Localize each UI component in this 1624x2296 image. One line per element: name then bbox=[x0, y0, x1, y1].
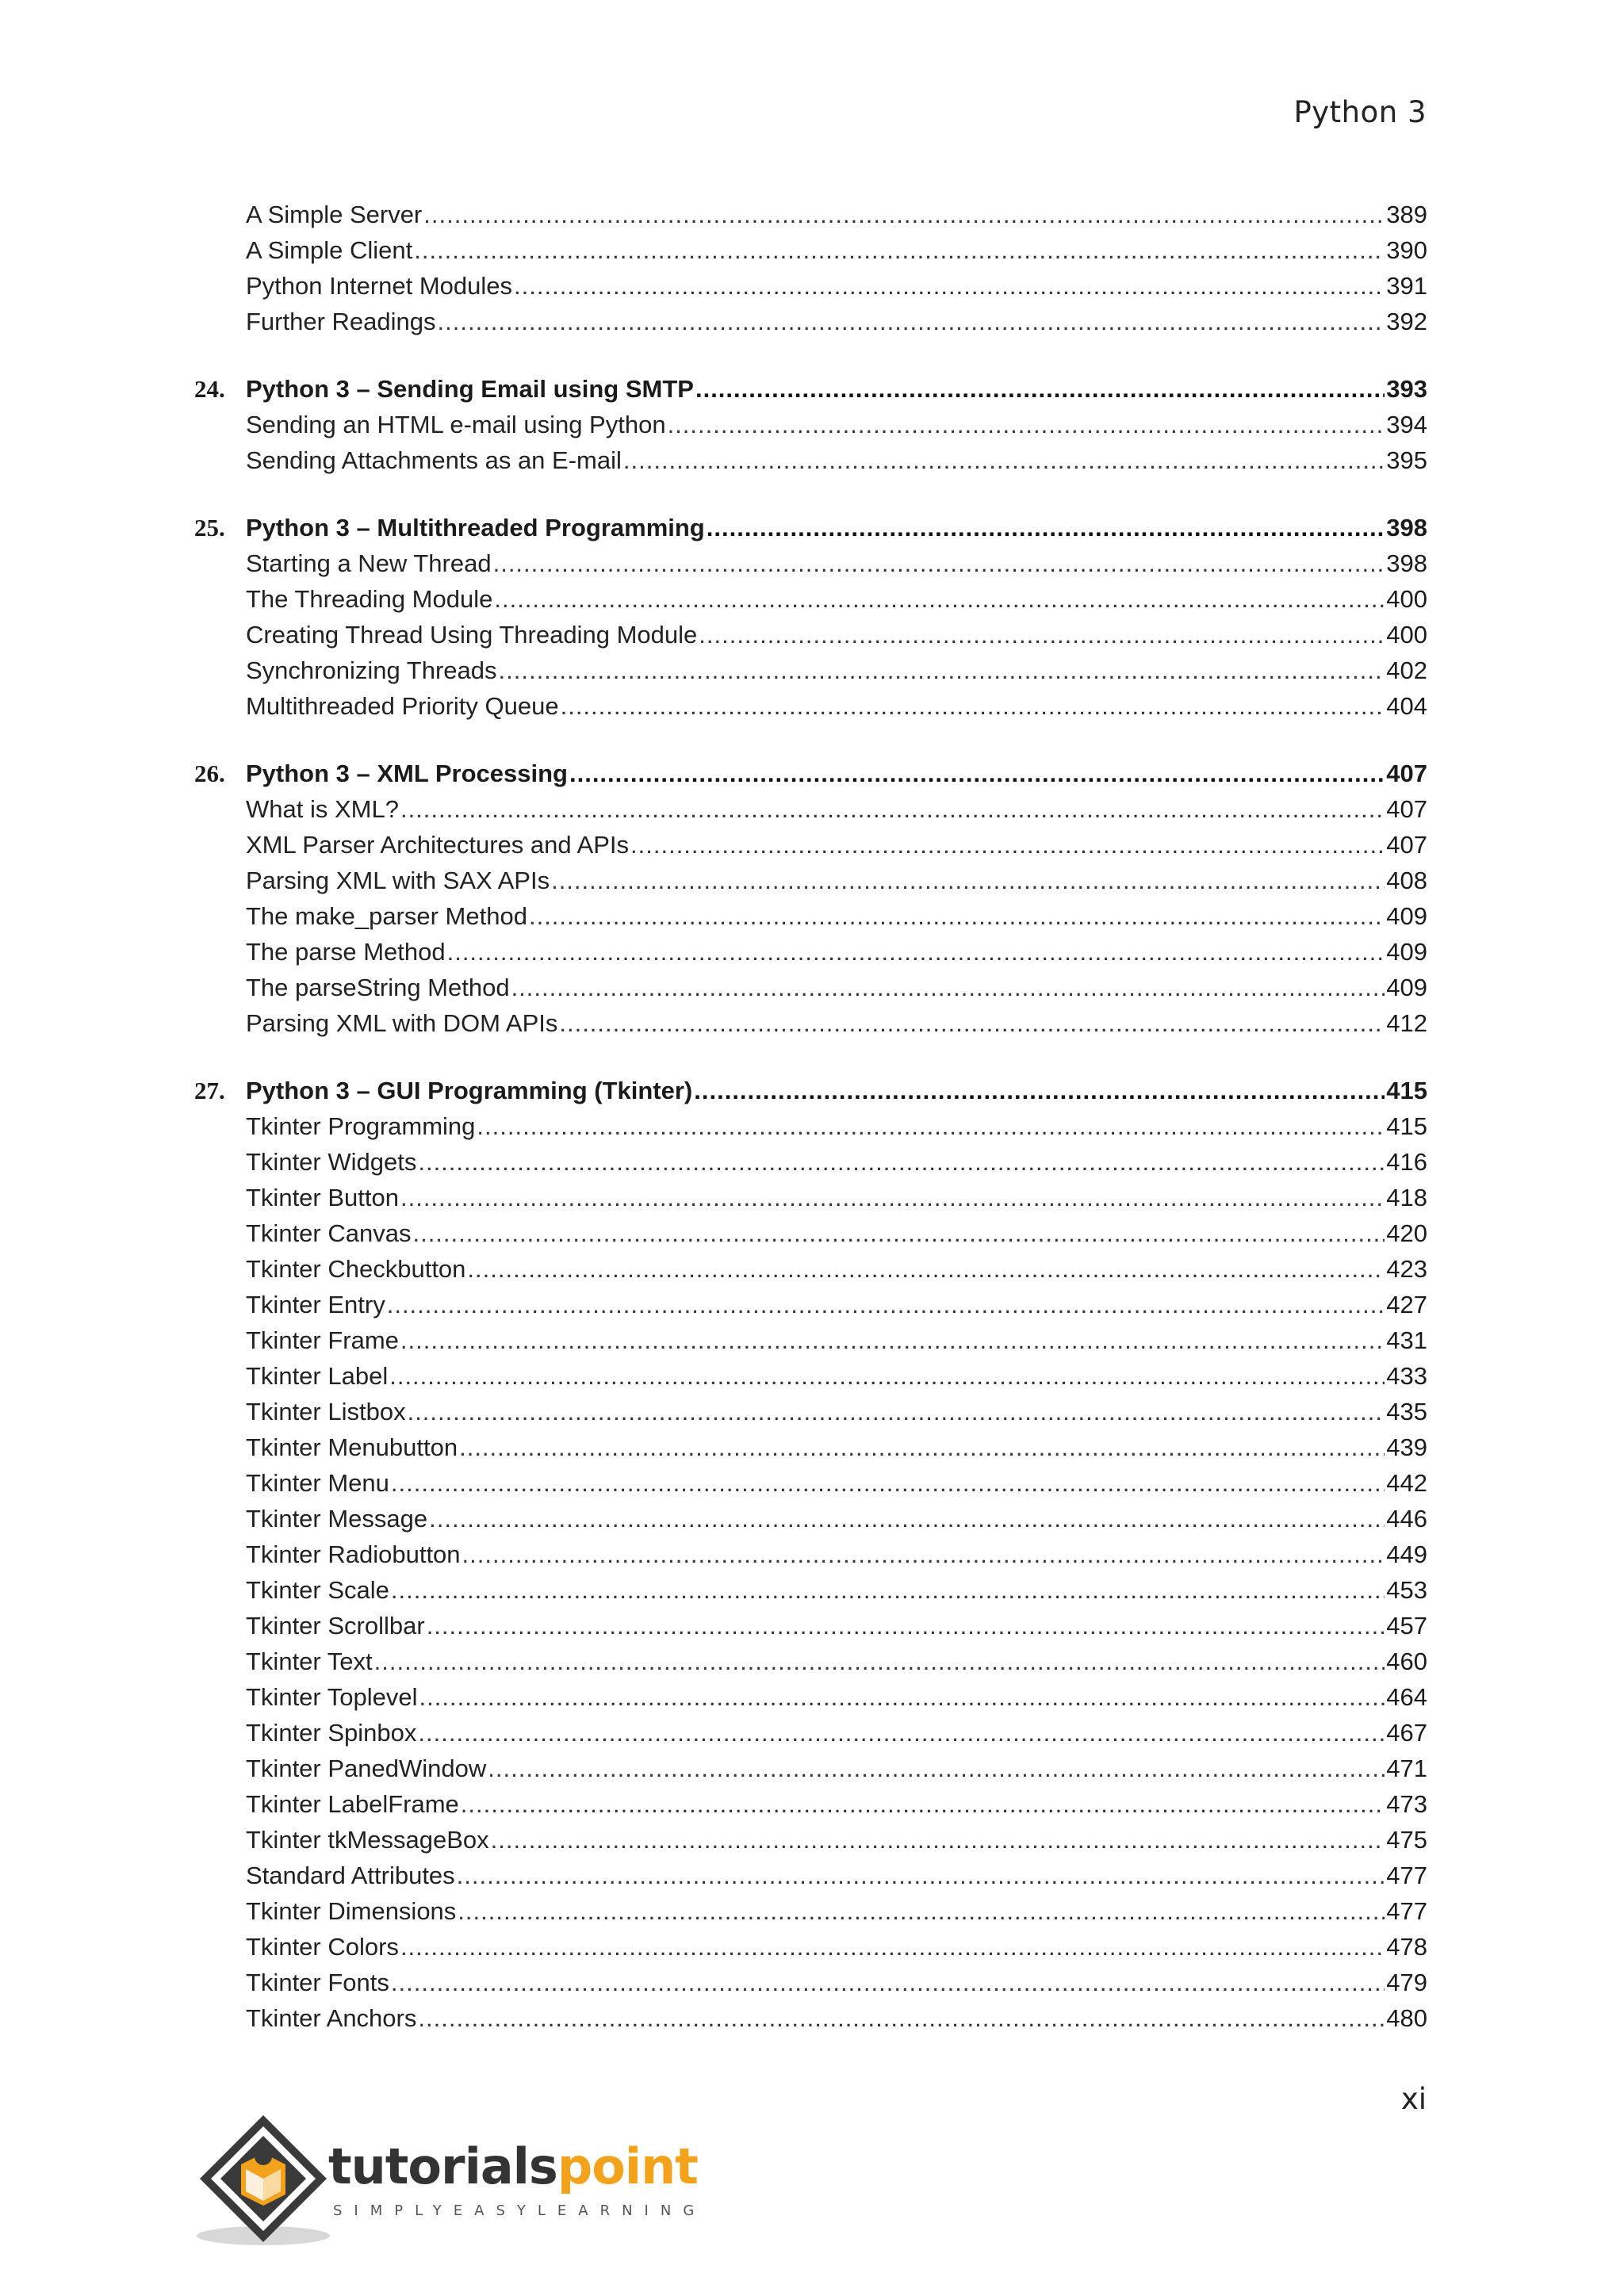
toc-entry[interactable] bbox=[194, 1287, 1427, 1322]
toc-line bbox=[246, 304, 1427, 339]
entry-page-number: 449 bbox=[1386, 1540, 1427, 1568]
entry-page-number: 409 bbox=[1386, 938, 1427, 966]
toc-line bbox=[246, 1073, 1427, 1108]
dot-leader bbox=[374, 1644, 1385, 1679]
entry-page-number: 442 bbox=[1386, 1469, 1427, 1497]
toc-line bbox=[246, 1929, 1427, 1965]
entry-title: Further Readings bbox=[246, 308, 436, 335]
entry-title: Creating Thread Using Threading Module bbox=[246, 621, 698, 649]
toc-chapter bbox=[194, 197, 1427, 339]
toc-chapter bbox=[194, 510, 1427, 724]
logo-wordmark-main: tutorials bbox=[328, 2137, 557, 2195]
toc-chapter bbox=[194, 371, 1427, 478]
toc-entry[interactable] bbox=[194, 545, 1427, 581]
toc-line bbox=[246, 688, 1427, 724]
dot-leader bbox=[419, 1679, 1385, 1715]
entry-title: Tkinter Dimensions bbox=[246, 1897, 457, 1925]
dot-leader bbox=[458, 1893, 1385, 1929]
dot-leader bbox=[569, 756, 1385, 791]
toc-chapter-heading[interactable] bbox=[194, 510, 1427, 545]
chapter-number: 26. bbox=[194, 760, 225, 787]
toc-line bbox=[246, 1572, 1427, 1608]
dot-leader bbox=[491, 1822, 1385, 1858]
entry-title: Tkinter PanedWindow bbox=[246, 1755, 487, 1782]
entry-page-number: 480 bbox=[1386, 2004, 1427, 2032]
toc-entry[interactable] bbox=[194, 1501, 1427, 1536]
toc-line bbox=[246, 197, 1427, 232]
dot-leader bbox=[427, 1608, 1385, 1644]
entry-title: Parsing XML with SAX APIs bbox=[246, 867, 550, 894]
dot-leader bbox=[447, 934, 1385, 970]
entry-title: Tkinter Label bbox=[246, 1362, 389, 1390]
entry-page-number: 400 bbox=[1386, 585, 1427, 613]
entry-page-number: 412 bbox=[1386, 1009, 1427, 1037]
toc-line bbox=[246, 545, 1427, 581]
dot-leader bbox=[459, 1429, 1385, 1465]
dot-leader bbox=[418, 2000, 1385, 2036]
chapter-page-number: 393 bbox=[1386, 375, 1427, 403]
entry-title: Standard Attributes bbox=[246, 1862, 455, 1889]
toc-line bbox=[246, 232, 1427, 268]
entry-page-number: 431 bbox=[1386, 1326, 1427, 1354]
entry-page-number: 423 bbox=[1386, 1255, 1427, 1283]
toc-line bbox=[246, 617, 1427, 652]
entry-title: Tkinter Widgets bbox=[246, 1148, 417, 1176]
entry-page-number: 439 bbox=[1386, 1433, 1427, 1461]
toc-entry[interactable] bbox=[194, 1965, 1427, 2000]
dot-leader bbox=[668, 407, 1385, 442]
dot-leader bbox=[488, 1751, 1385, 1786]
entry-page-number: 391 bbox=[1386, 272, 1427, 300]
entry-title: Tkinter Anchors bbox=[246, 2004, 417, 2032]
chapter-title: Python 3 – GUI Programming (Tkinter) bbox=[246, 1077, 693, 1104]
toc-line bbox=[246, 1429, 1427, 1465]
dot-leader bbox=[699, 617, 1385, 652]
entry-title: Synchronizing Threads bbox=[246, 656, 497, 684]
toc-line bbox=[246, 1180, 1427, 1215]
dot-leader bbox=[400, 1322, 1385, 1358]
toc-line bbox=[246, 442, 1427, 478]
entry-title: Multithreaded Priority Queue bbox=[246, 692, 559, 720]
dot-leader bbox=[400, 1180, 1385, 1215]
dot-leader bbox=[493, 545, 1385, 581]
toc-line bbox=[246, 1108, 1427, 1144]
toc-entry[interactable] bbox=[194, 1108, 1427, 1144]
dot-leader bbox=[623, 442, 1385, 478]
toc-entry[interactable] bbox=[194, 1215, 1427, 1251]
entry-page-number: 453 bbox=[1386, 1576, 1427, 1604]
entry-title: Tkinter Message bbox=[246, 1505, 428, 1533]
entry-page-number: 467 bbox=[1386, 1719, 1427, 1747]
entry-page-number: 464 bbox=[1386, 1683, 1427, 1711]
entry-title: XML Parser Architectures and APIs bbox=[246, 831, 630, 859]
toc-entry[interactable] bbox=[194, 2000, 1427, 2036]
dot-leader bbox=[695, 371, 1385, 407]
toc-line bbox=[246, 268, 1427, 304]
entry-page-number: 392 bbox=[1386, 308, 1427, 335]
dot-leader bbox=[467, 1251, 1385, 1287]
toc-entry[interactable] bbox=[194, 268, 1427, 304]
chapter-title: Python 3 – Sending Email using SMTP bbox=[246, 375, 694, 403]
entry-page-number: 404 bbox=[1386, 692, 1427, 720]
toc-entry[interactable] bbox=[194, 581, 1427, 617]
toc-chapter-heading[interactable] bbox=[194, 1073, 1427, 1108]
entry-page-number: 478 bbox=[1386, 1933, 1427, 1961]
toc-entry[interactable] bbox=[194, 827, 1427, 863]
chapter-number: 24. bbox=[194, 375, 225, 403]
entry-page-number: 457 bbox=[1386, 1612, 1427, 1640]
toc-entry[interactable] bbox=[194, 304, 1427, 339]
toc-entry[interactable] bbox=[194, 1536, 1427, 1572]
toc-entry[interactable] bbox=[194, 1251, 1427, 1287]
toc-line bbox=[246, 510, 1427, 545]
toc-entry[interactable] bbox=[194, 1644, 1427, 1679]
entry-page-number: 479 bbox=[1386, 1969, 1427, 1996]
toc-entry[interactable] bbox=[194, 197, 1427, 232]
toc-line bbox=[246, 1536, 1427, 1572]
dot-leader bbox=[529, 898, 1385, 934]
toc-line bbox=[246, 898, 1427, 934]
toc-line bbox=[246, 1358, 1427, 1394]
dot-leader bbox=[494, 581, 1385, 617]
entry-title: Tkinter tkMessageBox bbox=[246, 1826, 489, 1854]
chapter-title: Python 3 – Multithreaded Programming bbox=[246, 514, 705, 541]
toc-entry[interactable] bbox=[194, 1394, 1427, 1429]
chapter-title: Python 3 – XML Processing bbox=[246, 760, 568, 787]
toc-line bbox=[246, 1251, 1427, 1287]
entry-page-number: 390 bbox=[1386, 236, 1427, 264]
toc-line bbox=[246, 970, 1427, 1005]
toc-line bbox=[246, 827, 1427, 863]
toc-chapter-heading[interactable] bbox=[194, 756, 1427, 791]
toc-entry[interactable] bbox=[194, 617, 1427, 652]
toc-entry[interactable] bbox=[194, 1786, 1427, 1822]
entry-page-number: 389 bbox=[1386, 201, 1427, 228]
toc-entry[interactable] bbox=[194, 1822, 1427, 1858]
running-header: Python 3 bbox=[1293, 95, 1427, 129]
toc-line bbox=[246, 1679, 1427, 1715]
toc-entry[interactable] bbox=[194, 232, 1427, 268]
entry-title: Tkinter Spinbox bbox=[246, 1719, 417, 1747]
entry-page-number: 418 bbox=[1386, 1184, 1427, 1211]
entry-page-number: 471 bbox=[1386, 1755, 1427, 1782]
entry-title: Tkinter Listbox bbox=[246, 1398, 406, 1425]
entry-title: What is XML? bbox=[246, 795, 399, 823]
toc-entry[interactable] bbox=[194, 407, 1427, 442]
toc-line bbox=[246, 1215, 1427, 1251]
toc-entry[interactable] bbox=[194, 1429, 1427, 1465]
toc-line bbox=[246, 1501, 1427, 1536]
toc-line bbox=[246, 371, 1427, 407]
dot-leader bbox=[514, 268, 1385, 304]
toc-entry[interactable] bbox=[194, 1679, 1427, 1715]
dot-leader bbox=[389, 1358, 1385, 1394]
dot-leader bbox=[461, 1786, 1385, 1822]
toc-chapter bbox=[194, 756, 1427, 1041]
entry-title: Tkinter Checkbutton bbox=[246, 1255, 466, 1283]
toc-entry[interactable] bbox=[194, 1465, 1427, 1501]
entry-page-number: 477 bbox=[1386, 1862, 1427, 1889]
toc-entry[interactable] bbox=[194, 1929, 1427, 1965]
toc-line bbox=[246, 1965, 1427, 2000]
toc-line bbox=[246, 652, 1427, 688]
toc-line bbox=[246, 1822, 1427, 1858]
toc-entry[interactable] bbox=[194, 1144, 1427, 1180]
toc-entry[interactable] bbox=[194, 1608, 1427, 1644]
toc-entry[interactable] bbox=[194, 688, 1427, 724]
entry-page-number: 415 bbox=[1386, 1112, 1427, 1140]
toc-line bbox=[246, 1858, 1427, 1893]
toc-line bbox=[246, 1005, 1427, 1041]
dot-leader bbox=[457, 1858, 1385, 1893]
entry-title: Tkinter Menubutton bbox=[246, 1433, 458, 1461]
entry-title: The Threading Module bbox=[246, 585, 493, 613]
toc-entry[interactable] bbox=[194, 1893, 1427, 1929]
entry-page-number: 477 bbox=[1386, 1897, 1427, 1925]
dot-leader bbox=[418, 1715, 1385, 1751]
entry-page-number: 408 bbox=[1386, 867, 1427, 894]
entry-page-number: 420 bbox=[1386, 1219, 1427, 1247]
dot-leader bbox=[462, 1536, 1385, 1572]
dot-leader bbox=[400, 791, 1385, 827]
logo-wordmark bbox=[328, 2137, 698, 2195]
entry-title: The parseString Method bbox=[246, 974, 510, 1001]
entry-title: Starting a New Thread bbox=[246, 549, 492, 577]
entry-page-number: 446 bbox=[1386, 1505, 1427, 1533]
dot-leader bbox=[429, 1501, 1385, 1536]
toc-entry[interactable] bbox=[194, 1715, 1427, 1751]
toc-line bbox=[246, 2000, 1427, 2036]
dot-leader bbox=[418, 1144, 1385, 1180]
toc-chapter bbox=[194, 1073, 1427, 2036]
entry-title: Tkinter Fonts bbox=[246, 1969, 389, 1996]
chapter-page-number: 398 bbox=[1386, 514, 1427, 541]
entry-page-number: 435 bbox=[1386, 1398, 1427, 1425]
entry-title: The make_parser Method bbox=[246, 902, 527, 930]
chapter-number: 25. bbox=[194, 514, 225, 541]
entry-page-number: 400 bbox=[1386, 621, 1427, 649]
toc-line bbox=[246, 791, 1427, 827]
dot-leader bbox=[400, 1929, 1385, 1965]
toc-line bbox=[246, 1465, 1427, 1501]
dot-leader bbox=[559, 1005, 1385, 1041]
entry-title: Sending Attachments as an E-mail bbox=[246, 446, 622, 474]
toc-chapter-heading[interactable] bbox=[194, 371, 1427, 407]
toc-entry[interactable] bbox=[194, 1751, 1427, 1786]
entry-title: Tkinter Programming bbox=[246, 1112, 476, 1140]
toc-entry[interactable] bbox=[194, 1322, 1427, 1358]
entry-page-number: 398 bbox=[1386, 549, 1427, 577]
toc-line bbox=[246, 756, 1427, 791]
entry-title: Tkinter Menu bbox=[246, 1469, 389, 1497]
dot-leader bbox=[551, 863, 1385, 898]
toc-line bbox=[246, 1287, 1427, 1322]
dot-leader bbox=[477, 1108, 1385, 1144]
entry-page-number: 409 bbox=[1386, 974, 1427, 1001]
tutorialspoint-diamond-logo-icon bbox=[193, 2109, 336, 2252]
dot-leader bbox=[561, 688, 1385, 724]
entry-title: Tkinter Toplevel bbox=[246, 1683, 418, 1711]
dot-leader bbox=[694, 1073, 1385, 1108]
toc-entry[interactable] bbox=[194, 1572, 1427, 1608]
toc-entry[interactable] bbox=[194, 863, 1427, 898]
entry-page-number: 409 bbox=[1386, 902, 1427, 930]
toc-line bbox=[246, 1893, 1427, 1929]
entry-page-number: 407 bbox=[1386, 795, 1427, 823]
dot-leader bbox=[391, 1965, 1385, 2000]
toc-line bbox=[246, 1394, 1427, 1429]
dot-leader bbox=[438, 304, 1385, 339]
dot-leader bbox=[414, 232, 1385, 268]
toc-entry[interactable] bbox=[194, 934, 1427, 970]
entry-page-number: 427 bbox=[1386, 1291, 1427, 1318]
entry-page-number: 433 bbox=[1386, 1362, 1427, 1390]
table-of-contents bbox=[194, 197, 1427, 2068]
entry-page-number: 407 bbox=[1386, 831, 1427, 859]
logo-tagline: SIMPLYEASYLEARNING bbox=[333, 2202, 707, 2219]
toc-entry[interactable] bbox=[194, 652, 1427, 688]
entry-title: Tkinter Colors bbox=[246, 1933, 399, 1961]
dot-leader bbox=[387, 1287, 1385, 1322]
chapter-number: 27. bbox=[194, 1077, 225, 1104]
entry-title: Tkinter Text bbox=[246, 1647, 373, 1675]
toc-line bbox=[246, 1715, 1427, 1751]
entry-title: Tkinter Frame bbox=[246, 1326, 399, 1354]
toc-line bbox=[246, 1144, 1427, 1180]
toc-line bbox=[246, 1644, 1427, 1679]
toc-line bbox=[246, 581, 1427, 617]
dot-leader bbox=[423, 197, 1385, 232]
toc-line bbox=[246, 934, 1427, 970]
entry-title: A Simple Server bbox=[246, 201, 423, 228]
dot-leader bbox=[707, 510, 1385, 545]
entry-title: A Simple Client bbox=[246, 236, 413, 264]
dot-leader bbox=[408, 1394, 1385, 1429]
entry-title: Tkinter Button bbox=[246, 1184, 399, 1211]
entry-title: Tkinter Entry bbox=[246, 1291, 385, 1318]
toc-entry[interactable] bbox=[194, 898, 1427, 934]
entry-title: Tkinter Scrollbar bbox=[246, 1612, 425, 1640]
entry-page-number: 460 bbox=[1386, 1647, 1427, 1675]
entry-page-number: 416 bbox=[1386, 1148, 1427, 1176]
publisher-logo bbox=[193, 2109, 707, 2252]
toc-line bbox=[246, 407, 1427, 442]
entry-page-number: 473 bbox=[1386, 1790, 1427, 1818]
entry-title: The parse Method bbox=[246, 938, 446, 966]
entry-page-number: 475 bbox=[1386, 1826, 1427, 1854]
toc-entry[interactable] bbox=[194, 1180, 1427, 1215]
entry-title: Tkinter Scale bbox=[246, 1576, 389, 1604]
toc-line bbox=[246, 1751, 1427, 1786]
dot-leader bbox=[412, 1215, 1385, 1251]
entry-title: Sending an HTML e-mail using Python bbox=[246, 411, 666, 438]
logo-wordmark-accent: point bbox=[557, 2137, 698, 2195]
toc-line bbox=[246, 863, 1427, 898]
toc-line bbox=[246, 1786, 1427, 1822]
toc-entry[interactable] bbox=[194, 442, 1427, 478]
toc-line bbox=[246, 1608, 1427, 1644]
dot-leader bbox=[499, 652, 1385, 688]
toc-line bbox=[246, 1322, 1427, 1358]
dot-leader bbox=[391, 1572, 1385, 1608]
toc-entry[interactable] bbox=[194, 1858, 1427, 1893]
dot-leader bbox=[511, 970, 1385, 1005]
entry-title: Python Internet Modules bbox=[246, 272, 513, 300]
dot-leader bbox=[630, 827, 1385, 863]
toc-entry[interactable] bbox=[194, 1005, 1427, 1041]
chapter-page-number: 407 bbox=[1386, 760, 1427, 787]
toc-entry[interactable] bbox=[194, 791, 1427, 827]
entry-page-number: 402 bbox=[1386, 656, 1427, 684]
toc-entry[interactable] bbox=[194, 970, 1427, 1005]
entry-page-number: 395 bbox=[1386, 446, 1427, 474]
dot-leader bbox=[391, 1465, 1385, 1501]
page-number: xi bbox=[1400, 2082, 1427, 2116]
toc-entry[interactable] bbox=[194, 1358, 1427, 1394]
entry-title: Parsing XML with DOM APIs bbox=[246, 1009, 558, 1037]
entry-title: Tkinter LabelFrame bbox=[246, 1790, 459, 1818]
entry-page-number: 394 bbox=[1386, 411, 1427, 438]
entry-title: Tkinter Canvas bbox=[246, 1219, 412, 1247]
entry-title: Tkinter Radiobutton bbox=[246, 1540, 461, 1568]
chapter-page-number: 415 bbox=[1386, 1077, 1427, 1104]
